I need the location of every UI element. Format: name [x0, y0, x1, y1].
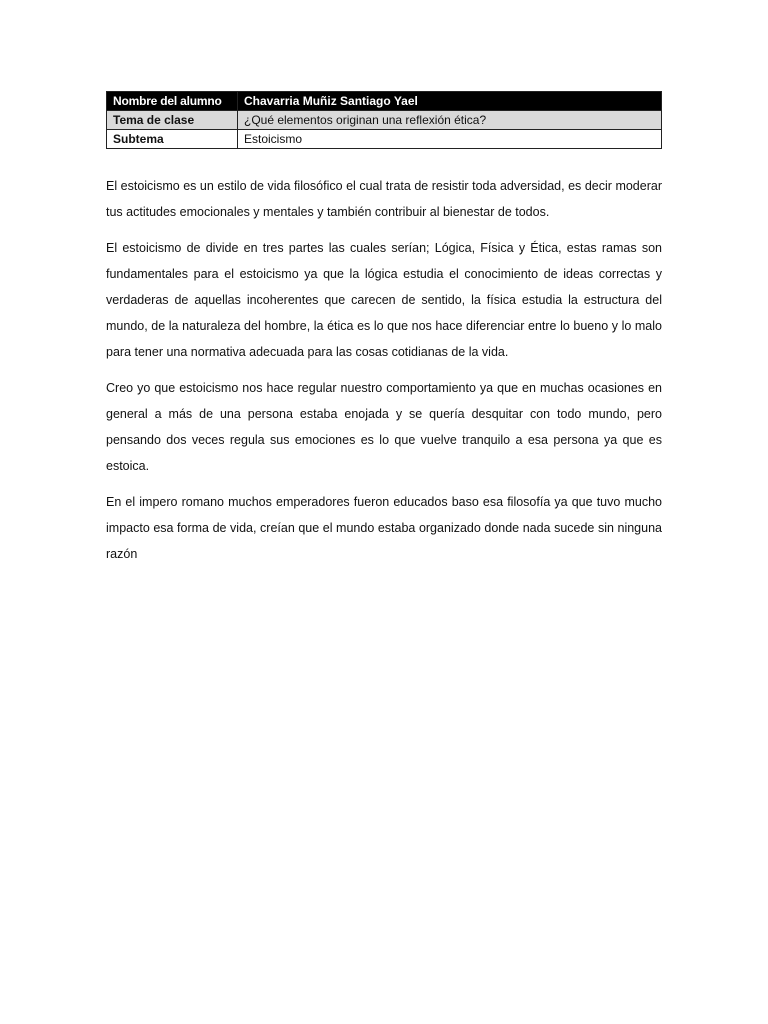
class-topic-row	[107, 111, 662, 130]
subtopic-row	[107, 130, 662, 149]
essay-body	[106, 173, 662, 577]
student-name-value: Chavarria Muñiz Santiago Yael	[238, 92, 662, 111]
student-name-label: Nombre del alumno	[107, 92, 238, 111]
subtopic-value: Estoicismo	[238, 130, 662, 149]
class-topic-label: Tema de clase	[107, 111, 238, 130]
paragraph-roman-empire: En el impero romano muchos emperadores fueron educados baso esa filosofía ya que tuvo mucho impacto esa forma de vida, creían que el mundo estaba organizado donde nada sucede sin ninguna razón	[106, 495, 662, 561]
class-topic-value: ¿Qué elementos originan una reflexión ética?	[238, 111, 662, 130]
subtopic-label: Subtema	[107, 130, 238, 149]
student-info-table	[106, 91, 662, 149]
paragraph-definition: El estoicismo es un estilo de vida filosófico el cual trata de resistir toda adversidad, es decir moderar tus actitudes emocionales y mentales y también contribuir al bienestar de todos.	[106, 179, 662, 219]
student-name-row	[107, 92, 662, 111]
paragraph-branches: El estoicismo de divide en tres partes las cuales serían; Lógica, Física y Ética, estas ramas son fundamentales para el estoicismo ya que la lógica estudia el conocimiento de ideas correctas y verdaderas de aquellas incoherentes que carecen de sentido, la física estudia la estructura del mundo, de la naturaleza del hombre, la ética es lo que nos hace diferenciar entre lo bueno y lo malo para tener una normativa adecuada para las cosas cotidianas de la vida.	[106, 241, 662, 359]
paragraph-opinion: Creo yo que estoicismo nos hace regular nuestro comportamiento ya que en muchas ocasiones en general a más de una persona estaba enojada y se quería desquitar con todo mundo, pero pensando dos veces regula sus emociones es lo que vuelve tranquilo a esa persona ya que es estoica.	[106, 381, 662, 473]
